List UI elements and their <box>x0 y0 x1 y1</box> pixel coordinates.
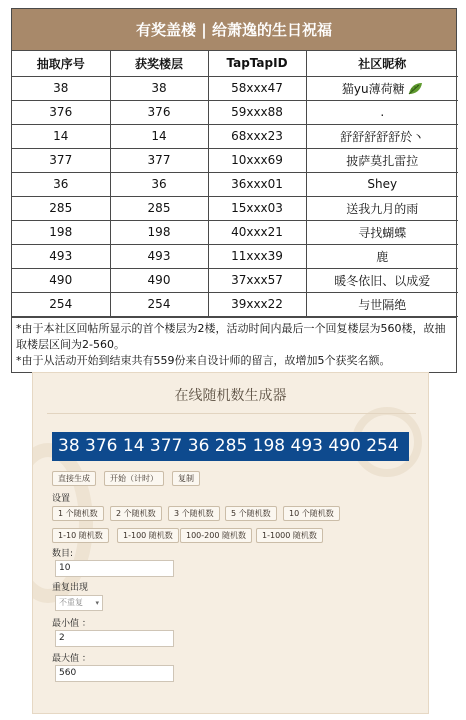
cell-floor: 285 <box>110 196 208 220</box>
cell-nickname: 与世隔绝 <box>306 292 458 316</box>
count-label: 数目: <box>52 549 74 559</box>
title-divider <box>47 413 416 414</box>
cell-draw-number: 377 <box>12 148 110 172</box>
cell-draw-number: 493 <box>12 244 110 268</box>
preset-5-numbers-button[interactable]: 5 个随机数 <box>225 506 277 521</box>
table-row <box>12 268 458 292</box>
cell-draw-number: 376 <box>12 100 110 124</box>
table-row <box>12 196 458 220</box>
cell-floor: 376 <box>110 100 208 124</box>
cell-floor: 36 <box>110 172 208 196</box>
cell-nickname: 寻找蝴蝶 <box>306 220 458 244</box>
header-floor: 获奖楼层 <box>110 51 208 76</box>
settings-label: 设置 <box>52 494 71 504</box>
preset-range-1-1000-button[interactable]: 1-1000 随机数 <box>256 528 323 543</box>
preset-range-100-200-button[interactable]: 100-200 随机数 <box>180 528 252 543</box>
cell-nickname: 舒舒舒舒舒於丶 <box>306 124 458 148</box>
preset-3-numbers-button[interactable]: 3 个随机数 <box>168 506 220 521</box>
table-row <box>12 172 458 196</box>
cell-floor: 377 <box>110 148 208 172</box>
result-display[interactable]: 38 376 14 377 36 285 198 493 490 254 <box>52 432 409 461</box>
start-timer-button[interactable]: 开始（计时） <box>104 471 164 486</box>
preset-range-1-10-button[interactable]: 1-10 随机数 <box>52 528 109 543</box>
table-header-row <box>12 51 458 76</box>
chevron-down-icon: ▾ <box>95 599 99 607</box>
cell-draw-number: 36 <box>12 172 110 196</box>
min-input[interactable]: 2 <box>55 630 174 647</box>
cell-floor: 493 <box>110 244 208 268</box>
cell-nickname: 披萨莫扎雷拉 <box>306 148 458 172</box>
cell-taptap-id: 36xxx01 <box>208 172 306 196</box>
table-notes <box>12 317 456 372</box>
preset-1-number-button[interactable]: 1 个随机数 <box>52 506 104 521</box>
cell-nickname: Shey <box>306 172 458 196</box>
preset-range-1-100-button[interactable]: 1-100 随机数 <box>117 528 179 543</box>
max-input[interactable]: 560 <box>55 665 174 682</box>
table-row <box>12 292 458 316</box>
repeat-select-value: 不重复 <box>59 598 83 607</box>
table-row <box>12 100 458 124</box>
preset-2-numbers-button[interactable]: 2 个随机数 <box>110 506 162 521</box>
table-row <box>12 244 458 268</box>
table-title: 有奖盖楼 | 给萧逸的生日祝福 <box>12 9 456 51</box>
cell-floor: 38 <box>110 76 208 100</box>
cell-draw-number: 14 <box>12 124 110 148</box>
max-label: 最大值 ： <box>52 654 91 664</box>
table-row <box>12 76 458 100</box>
copy-button[interactable]: 复制 <box>172 471 200 486</box>
cell-taptap-id: 10xxx69 <box>208 148 306 172</box>
header-taptap-id: TapTapID <box>208 51 306 76</box>
note-extra-winners: *由于从活动开始到结束共有559份来自设计师的留言，故增加5个获奖名额。 <box>16 353 391 367</box>
cell-draw-number: 490 <box>12 268 110 292</box>
cell-floor: 14 <box>110 124 208 148</box>
count-input[interactable]: 10 <box>55 560 174 577</box>
cell-taptap-id: 37xxx57 <box>208 268 306 292</box>
header-draw-number: 抽取序号 <box>12 51 110 76</box>
winners-table-card <box>11 8 457 373</box>
cell-taptap-id: 58xxx47 <box>208 76 306 100</box>
cell-taptap-id: 15xxx03 <box>208 196 306 220</box>
generator-title: 在线随机数生成器 <box>174 388 287 404</box>
cell-floor: 254 <box>110 292 208 316</box>
cell-nickname: . <box>306 100 458 124</box>
note-floor-range: *由于本社区回帖所显示的首个楼层为2楼，活动时间内最后一个回复楼层为560楼，故抽取楼层区间为2-560。 <box>16 321 446 351</box>
cell-taptap-id: 59xxx88 <box>208 100 306 124</box>
header-nickname: 社区昵称 <box>306 51 458 76</box>
table-row <box>12 148 458 172</box>
cell-taptap-id: 68xxx23 <box>208 124 306 148</box>
decorative-swirl <box>32 443 93 603</box>
preset-10-numbers-button[interactable]: 10 个随机数 <box>283 506 340 521</box>
cell-taptap-id: 11xxx39 <box>208 244 306 268</box>
cell-taptap-id: 39xxx22 <box>208 292 306 316</box>
nickname-text: 猫yu薄荷糖 <box>341 81 405 96</box>
cell-nickname: 送我九月的雨 <box>306 196 458 220</box>
cell-floor: 198 <box>110 220 208 244</box>
leaf-icon <box>407 82 423 96</box>
table-row <box>12 220 458 244</box>
repeat-label: 重复出现 <box>52 583 89 593</box>
cell-draw-number: 254 <box>12 292 110 316</box>
winners-table <box>12 51 458 317</box>
cell-draw-number: 198 <box>12 220 110 244</box>
cell-floor: 490 <box>110 268 208 292</box>
cell-draw-number: 285 <box>12 196 110 220</box>
cell-taptap-id: 40xxx21 <box>208 220 306 244</box>
cell-nickname: 暖冬依旧、以成爱 <box>306 268 458 292</box>
random-number-generator <box>32 372 429 714</box>
min-label: 最小值 ： <box>52 619 91 629</box>
repeat-select[interactable] <box>55 595 103 611</box>
table-row <box>12 124 458 148</box>
cell-nickname <box>306 76 458 100</box>
generate-button[interactable]: 直接生成 <box>52 471 96 486</box>
cell-nickname: 鹿 <box>306 244 458 268</box>
cell-draw-number: 38 <box>12 76 110 100</box>
